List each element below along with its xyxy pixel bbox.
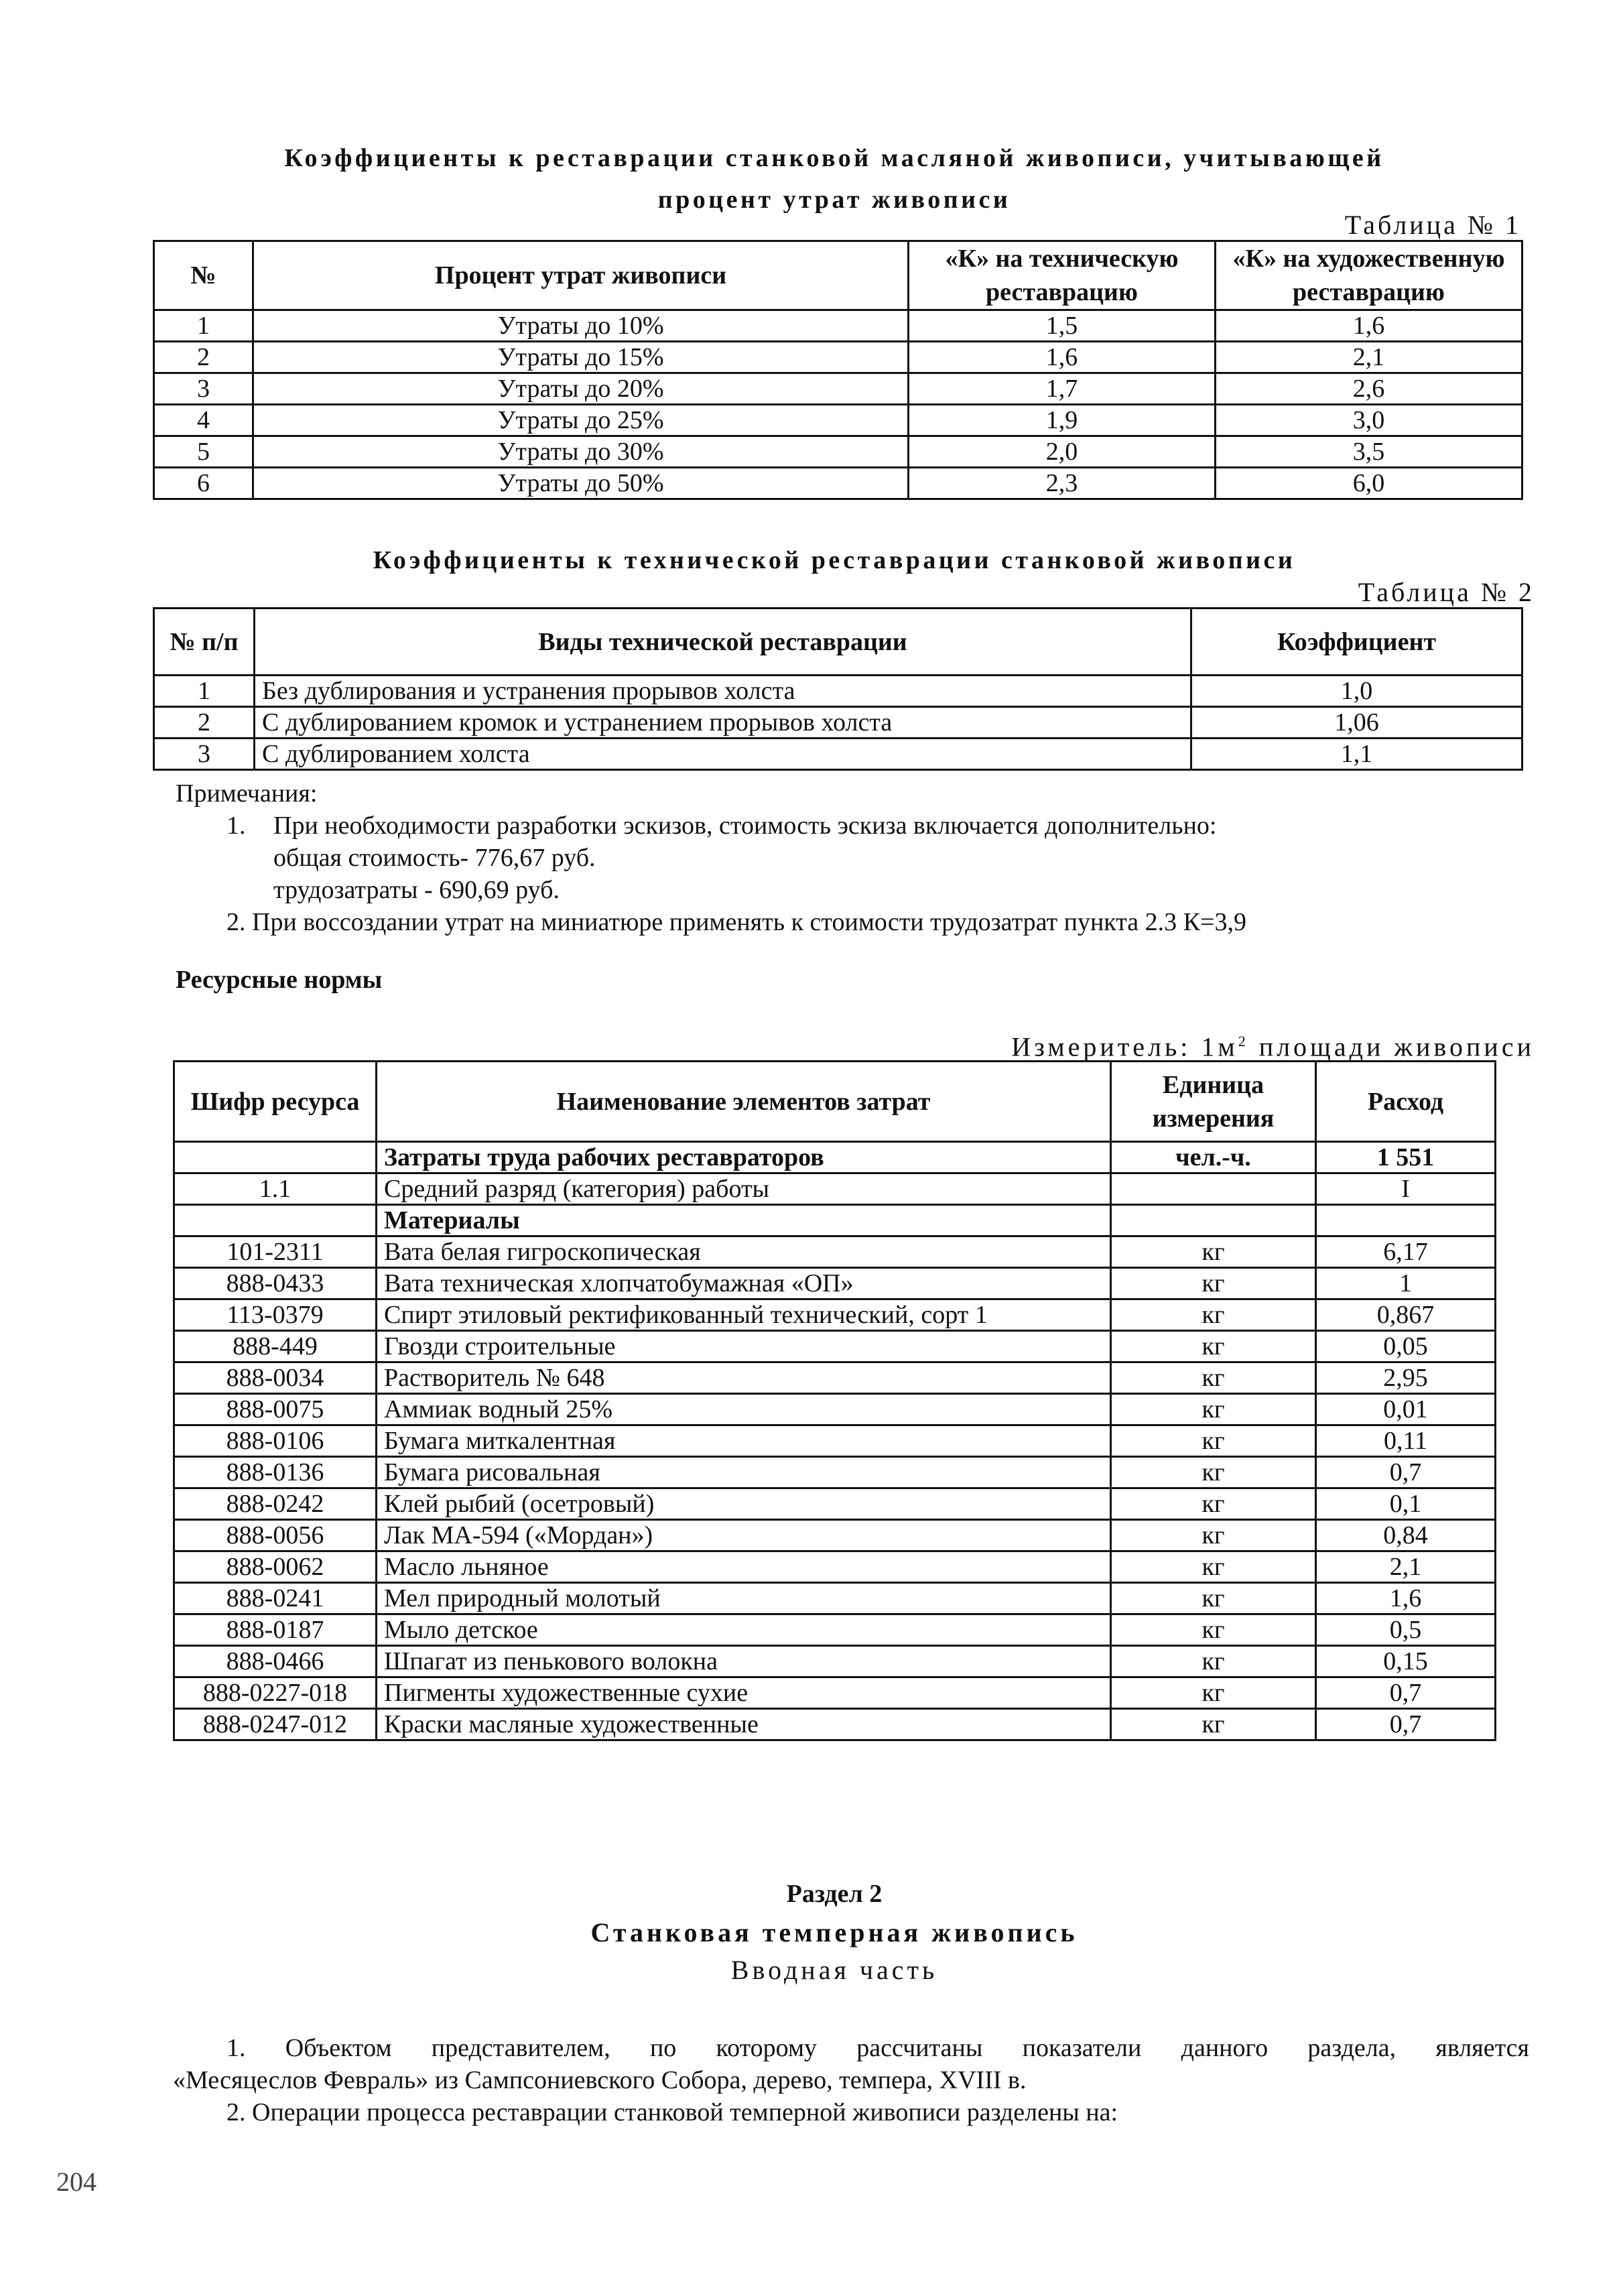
table-row xyxy=(174,1614,1496,1646)
table-row xyxy=(154,676,1522,707)
table-cell: 1 551 xyxy=(1316,1142,1496,1173)
table-row xyxy=(174,1709,1496,1740)
table-cell: Гвозди строительные xyxy=(377,1331,1111,1362)
table-cell: кг xyxy=(1111,1614,1316,1646)
table-cell: 1 xyxy=(1316,1268,1496,1299)
table-cell: Пигменты художественные сухие xyxy=(377,1677,1111,1709)
resources-header-unit: Единица измерения xyxy=(1111,1062,1316,1142)
table-row xyxy=(174,1425,1496,1457)
table-cell: 1 xyxy=(154,676,255,707)
table-cell: Вата белая гигроскопическая xyxy=(377,1236,1111,1268)
resources-header-code: Шифр ресурса xyxy=(174,1062,377,1142)
table-cell: 2,1 xyxy=(1216,342,1522,373)
table-row-grade xyxy=(174,1173,1496,1205)
resources-unit xyxy=(871,1027,1535,1062)
table-cell: 0,05 xyxy=(1316,1331,1496,1362)
table-cell: кг xyxy=(1111,1646,1316,1677)
table-cell: 2,3 xyxy=(909,468,1216,499)
table-cell: 1,6 xyxy=(1316,1583,1496,1614)
table-cell: 5 xyxy=(154,436,253,468)
table-cell: кг xyxy=(1111,1583,1316,1614)
table-cell: 888-0056 xyxy=(174,1520,377,1551)
table-row xyxy=(174,1583,1496,1614)
table1-header-k-tech: «К» на техническую реставрацию xyxy=(909,241,1216,310)
table-cell: С дублированием кромок и устранением прорывов холста xyxy=(255,707,1191,739)
resources-unit-suffix: площади живописи xyxy=(1248,1031,1535,1062)
table-cell: 0,84 xyxy=(1316,1520,1496,1551)
table-cell: 1.1 xyxy=(174,1173,377,1205)
table-cell: 1,6 xyxy=(1216,310,1522,342)
table1-header-percent: Процент утрат живописи xyxy=(253,241,909,310)
table-cell: 0,1 xyxy=(1316,1488,1496,1520)
table-cell: 888-0433 xyxy=(174,1268,377,1299)
table-row-labor xyxy=(174,1142,1496,1173)
table-cell: С дублированием холста xyxy=(255,739,1191,770)
table-row xyxy=(154,739,1522,770)
table-cell: кг xyxy=(1111,1457,1316,1488)
table-cell: 888-0062 xyxy=(174,1551,377,1583)
table-cell: Затраты труда рабочих реставраторов xyxy=(377,1142,1111,1173)
table-cell: Утраты до 20% xyxy=(253,373,909,405)
resources-unit-prefix: Измеритель: 1м xyxy=(1011,1031,1238,1062)
table-row xyxy=(174,1268,1496,1299)
table-cell: Мел природный молотый xyxy=(377,1583,1111,1614)
table-cell: 2 xyxy=(154,707,255,739)
table1-header-num: № xyxy=(154,241,253,310)
table-cell: 888-0136 xyxy=(174,1457,377,1488)
notes xyxy=(176,777,1516,938)
table1 xyxy=(153,240,1521,500)
table-cell: 6,0 xyxy=(1216,468,1522,499)
table2-title: Коэффициенты к технической реставрации станковой живописи xyxy=(373,546,1296,574)
table-row xyxy=(154,405,1522,436)
table-cell: кг xyxy=(1111,1520,1316,1551)
table-cell: 888-449 xyxy=(174,1331,377,1362)
section2-intro: Вводная часть xyxy=(730,1955,938,1985)
table-cell: 3,0 xyxy=(1216,405,1522,436)
table-cell: 0,7 xyxy=(1316,1457,1496,1488)
table-cell: 888-0075 xyxy=(174,1394,377,1425)
note1-total-cost: общая стоимость- 776,67 руб. xyxy=(273,844,596,872)
table-cell: кг xyxy=(1111,1425,1316,1457)
table-cell xyxy=(1316,1205,1496,1236)
table-cell: кг xyxy=(1111,1677,1316,1709)
table-row xyxy=(174,1331,1496,1362)
table-cell: 1,1 xyxy=(1191,739,1522,770)
table-cell: Утраты до 50% xyxy=(253,468,909,499)
section2-title: Раздел 2 xyxy=(786,1880,883,1908)
table1-number: Таблица № 1 xyxy=(1344,210,1521,240)
table-row xyxy=(154,707,1522,739)
table-cell: 6,17 xyxy=(1316,1236,1496,1268)
table-cell xyxy=(174,1142,377,1173)
table-cell: 0,11 xyxy=(1316,1425,1496,1457)
table-cell: 3 xyxy=(154,739,255,770)
table1-title-line1: Коэффициенты к реставрации станковой масляной живописи, учитывающей xyxy=(284,144,1384,172)
table-row xyxy=(174,1236,1496,1268)
table-cell xyxy=(174,1205,377,1236)
table2-header-num: № п/п xyxy=(154,609,255,676)
table-cell: кг xyxy=(1111,1551,1316,1583)
table-cell: 1,6 xyxy=(909,342,1216,373)
table-cell: I xyxy=(1316,1173,1496,1205)
table-cell: 1,5 xyxy=(909,310,1216,342)
table-cell: 0,7 xyxy=(1316,1677,1496,1709)
table1-title xyxy=(154,137,1514,220)
table-cell: кг xyxy=(1111,1362,1316,1394)
note1-labor-cost: трудозатраты - 690,69 руб. xyxy=(273,876,560,904)
table-cell: 101-2311 xyxy=(174,1236,377,1268)
table-cell: кг xyxy=(1111,1394,1316,1425)
table-cell: 888-0034 xyxy=(174,1362,377,1394)
table-cell: Материалы xyxy=(377,1205,1111,1236)
table-row xyxy=(154,310,1522,342)
table-cell: Мыло детское xyxy=(377,1614,1111,1646)
table-cell: 0,867 xyxy=(1316,1299,1496,1331)
table-row xyxy=(154,373,1522,405)
table-cell: 3 xyxy=(154,373,253,405)
table-cell: 888-0106 xyxy=(174,1425,377,1457)
table-cell: кг xyxy=(1111,1236,1316,1268)
table-cell: Краски масляные художественные xyxy=(377,1709,1111,1740)
table-cell: 0,5 xyxy=(1316,1614,1496,1646)
table-cell: 2 xyxy=(154,342,253,373)
table-cell: чел.-ч. xyxy=(1111,1142,1316,1173)
table-cell: 0,15 xyxy=(1316,1646,1496,1677)
table-cell: Утраты до 25% xyxy=(253,405,909,436)
table-row xyxy=(174,1362,1496,1394)
table-cell: Шпагат из пенькового волокна xyxy=(377,1646,1111,1677)
table-row xyxy=(174,1646,1496,1677)
table-cell: Утраты до 15% xyxy=(253,342,909,373)
table-cell: 4 xyxy=(154,405,253,436)
table-cell xyxy=(1111,1173,1316,1205)
note1-text: При необходимости разработки эскизов, стоимость эскиза включается дополнительно: xyxy=(273,812,1217,840)
table2-header-type: Виды технической реставрации xyxy=(255,609,1191,676)
section2-paragraph2: 2. Операции процесса реставрации станковой темперной живописи разделены на: xyxy=(226,2098,1118,2126)
resources-header-value: Расход xyxy=(1316,1062,1496,1142)
table-cell: Масло льняное xyxy=(377,1551,1111,1583)
section2-paragraph1-line1: 1. Объектом представителем, по которому рассчитаны показатели данного раздела, является xyxy=(226,2034,1529,2062)
table-cell: 1 xyxy=(154,310,253,342)
table-cell: 888-0227-018 xyxy=(174,1677,377,1709)
table-row xyxy=(154,342,1522,373)
page-number: 204 xyxy=(56,2167,96,2197)
table-cell: 0,7 xyxy=(1316,1709,1496,1740)
table-cell: Бумага миткалентная xyxy=(377,1425,1111,1457)
table2-header-coef: Коэффициент xyxy=(1191,609,1522,676)
table-cell: кг xyxy=(1111,1268,1316,1299)
table-cell: кг xyxy=(1111,1488,1316,1520)
note2-text: 2. При воссоздании утрат на миниатюре применять к стоимости трудозатрат пункта 2.3 К=3,9 xyxy=(226,908,1246,936)
table-cell: 888-0187 xyxy=(174,1614,377,1646)
table-cell: 6 xyxy=(154,468,253,499)
resources-header-name: Наименование элементов затрат xyxy=(377,1062,1111,1142)
table-row xyxy=(174,1551,1496,1583)
table-cell: 1,9 xyxy=(909,405,1216,436)
table-cell: Без дублирования и устранения прорывов холста xyxy=(255,676,1191,707)
table-cell: Бумага рисовальная xyxy=(377,1457,1111,1488)
table-cell: 2,1 xyxy=(1316,1551,1496,1583)
table-cell: кг xyxy=(1111,1709,1316,1740)
table-cell: 1,7 xyxy=(909,373,1216,405)
section2-paragraph1-line2: «Месяцеслов Февраль» из Сампсониевского Собора, дерево, темпера, XVIII в. xyxy=(173,2066,1027,2094)
table-cell: 1,06 xyxy=(1191,707,1522,739)
table-cell: Утраты до 10% xyxy=(253,310,909,342)
table-cell: 2,6 xyxy=(1216,373,1522,405)
table-cell: 888-0466 xyxy=(174,1646,377,1677)
table-cell xyxy=(1111,1205,1316,1236)
table-cell: Клей рыбий (осетровый) xyxy=(377,1488,1111,1520)
table-cell: кг xyxy=(1111,1331,1316,1362)
table-cell: Утраты до 30% xyxy=(253,436,909,468)
notes-label: Примечания: xyxy=(176,779,318,808)
table-cell: Лак МА-594 («Мордан») xyxy=(377,1520,1111,1551)
table-cell: 2,0 xyxy=(909,436,1216,468)
table-row xyxy=(174,1457,1496,1488)
table-cell: 113-0379 xyxy=(174,1299,377,1331)
table-cell: Средний разряд (категория) работы xyxy=(377,1173,1111,1205)
table2-number: Таблица № 2 xyxy=(1358,577,1535,607)
table1-title-line2: процент утрат живописи xyxy=(657,186,1011,214)
table-row xyxy=(154,468,1522,499)
table-cell: Вата техническая хлопчатобумажная «ОП» xyxy=(377,1268,1111,1299)
resources-table xyxy=(173,1060,1494,1741)
note1-number: 1. xyxy=(226,812,246,840)
table-row xyxy=(174,1677,1496,1709)
table-cell: Спирт этиловый ректификованный технический, сорт 1 xyxy=(377,1299,1111,1331)
table-row xyxy=(154,436,1522,468)
table2 xyxy=(153,607,1521,771)
table-cell: 3,5 xyxy=(1216,436,1522,468)
table-row xyxy=(174,1394,1496,1425)
section2-body xyxy=(173,2032,1529,2128)
resources-unit-sup: 2 xyxy=(1238,1033,1249,1049)
table-cell: 888-0247-012 xyxy=(174,1709,377,1740)
table-cell: Растворитель № 648 xyxy=(377,1362,1111,1394)
table-row xyxy=(174,1520,1496,1551)
table-cell: 0,01 xyxy=(1316,1394,1496,1425)
table-cell: 888-0242 xyxy=(174,1488,377,1520)
section2-subtitle: Станковая темперная живопись xyxy=(590,1917,1078,1948)
table1-header-k-art: «К» на художественную реставрацию xyxy=(1216,241,1522,310)
table-cell: 888-0241 xyxy=(174,1583,377,1614)
table-cell: 2,95 xyxy=(1316,1362,1496,1394)
resources-heading: Ресурсные нормы xyxy=(176,966,383,994)
table-cell: Аммиак водный 25% xyxy=(377,1394,1111,1425)
table-row xyxy=(174,1488,1496,1520)
table-row xyxy=(174,1299,1496,1331)
table-cell: кг xyxy=(1111,1299,1316,1331)
table-row-materials xyxy=(174,1205,1496,1236)
table-cell: 1,0 xyxy=(1191,676,1522,707)
